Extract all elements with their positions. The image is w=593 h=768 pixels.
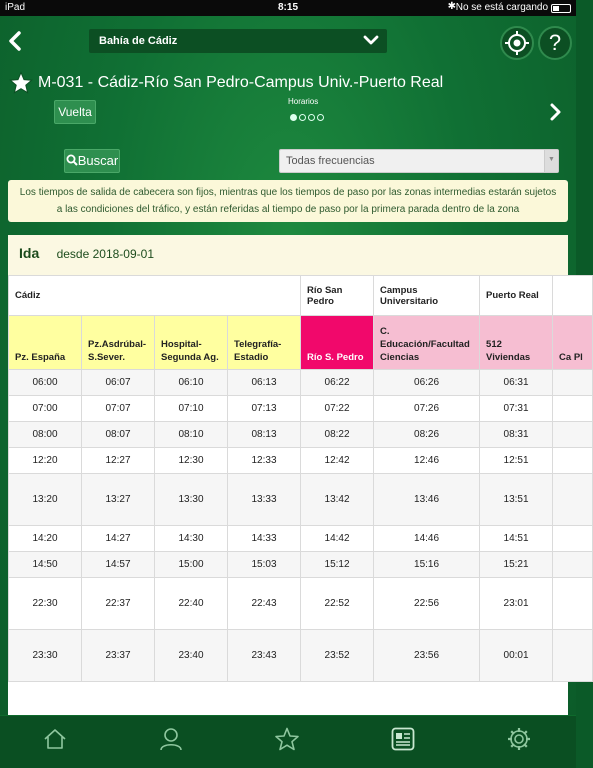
zone-header: Cádiz [9, 276, 301, 316]
time-cell: 14:57 [82, 552, 155, 578]
tab-news[interactable] [388, 726, 418, 756]
zone-header: Puerto Real [480, 276, 553, 316]
time-cell: 23:43 [228, 630, 301, 682]
tab-bar [0, 715, 576, 768]
time-cell: 12:51 [480, 448, 553, 474]
time-cell: 06:10 [155, 370, 228, 396]
crosshair-icon [502, 28, 532, 58]
time-cell [553, 370, 593, 396]
time-cell: 08:26 [374, 422, 480, 448]
search-icon [66, 154, 78, 166]
time-cell [553, 578, 593, 630]
page-dot[interactable] [317, 114, 324, 121]
time-cell: 07:26 [374, 396, 480, 422]
time-cell: 13:33 [228, 474, 301, 526]
route-title: M-031 - Cádiz-Río San Pedro-Campus Univ.-Puerto Real [38, 74, 444, 91]
time-cell: 22:43 [228, 578, 301, 630]
zone-header: Río San Pedro [301, 276, 374, 316]
zone-header [553, 276, 593, 316]
schedule-notice: Los tiempos de salida de cabecera son fijos, mientras que los tiempos de paso por las zonas intermedias estarán sujetos a las condiciones del tráfico, y están referidas al tiempo de paso por la primera parada dentro de la zona [8, 180, 568, 222]
time-cell [553, 526, 593, 552]
time-cell: 22:30 [9, 578, 82, 630]
time-cell: 23:40 [155, 630, 228, 682]
tab-home[interactable] [40, 726, 70, 756]
stop-header: Pz.Asdrúbal-S.Sever. [82, 316, 155, 370]
time-cell: 23:52 [301, 630, 374, 682]
user-icon [158, 726, 184, 752]
time-cell [553, 422, 593, 448]
caret-down-icon: ▼ [544, 150, 558, 172]
time-cell: 08:13 [228, 422, 301, 448]
favorite-star-icon[interactable] [9, 71, 33, 101]
time-cell: 12:30 [155, 448, 228, 474]
time-cell [553, 396, 593, 422]
zone-header: Campus Universitario [374, 276, 480, 316]
schedule-table-scroll[interactable] [8, 275, 583, 682]
time-cell: 08:10 [155, 422, 228, 448]
time-cell: 08:00 [9, 422, 82, 448]
home-icon [42, 726, 68, 752]
time-cell: 07:10 [155, 396, 228, 422]
news-icon [390, 726, 416, 752]
time-cell: 15:16 [374, 552, 480, 578]
stop-header: Telegrafía-Estadio [228, 316, 301, 370]
time-cell [553, 552, 593, 578]
stop-header: Ca Pl [553, 316, 593, 370]
direction-label: Ida [19, 245, 40, 261]
times-body [9, 370, 593, 682]
schedule-header [8, 235, 568, 275]
valid-since: desde 2018-09-01 [56, 247, 154, 261]
page-dot[interactable] [290, 114, 297, 121]
time-row [9, 526, 593, 552]
time-cell: 07:22 [301, 396, 374, 422]
time-cell: 06:22 [301, 370, 374, 396]
tab-settings[interactable] [504, 726, 534, 756]
time-cell: 22:37 [82, 578, 155, 630]
time-cell: 06:26 [374, 370, 480, 396]
time-row [9, 578, 593, 630]
time-cell: 06:07 [82, 370, 155, 396]
time-cell: 14:51 [480, 526, 553, 552]
time-cell: 12:20 [9, 448, 82, 474]
time-cell: 23:30 [9, 630, 82, 682]
tab-profile[interactable] [156, 726, 186, 756]
next-page-button[interactable] [549, 103, 561, 127]
time-cell: 08:22 [301, 422, 374, 448]
stop-row [9, 316, 593, 370]
region-select[interactable] [89, 29, 387, 53]
time-cell: 14:33 [228, 526, 301, 552]
clock: 8:15 [277, 2, 298, 13]
time-cell: 22:40 [155, 578, 228, 630]
time-cell: 06:00 [9, 370, 82, 396]
time-cell: 15:03 [228, 552, 301, 578]
question-icon: ? [548, 30, 562, 55]
page-dot[interactable] [308, 114, 315, 121]
time-cell: 14:50 [9, 552, 82, 578]
page-dot[interactable] [299, 114, 306, 121]
help-button[interactable] [538, 26, 572, 60]
time-cell: 08:07 [82, 422, 155, 448]
schedule-table [8, 275, 593, 682]
time-cell: 12:27 [82, 448, 155, 474]
tab-favorites[interactable] [272, 726, 302, 756]
search-button-label: Buscar [77, 153, 119, 168]
stop-header: Hospital-Segunda Ag. [155, 316, 228, 370]
time-row [9, 422, 593, 448]
chevron-down-icon [363, 30, 379, 54]
stop-header: C. Educación/Facultad Ciencias [374, 316, 480, 370]
time-row [9, 448, 593, 474]
time-cell: 13:46 [374, 474, 480, 526]
time-cell: 07:00 [9, 396, 82, 422]
app-screen [0, 16, 583, 768]
time-cell: 08:31 [480, 422, 553, 448]
frequency-select[interactable] [279, 149, 559, 173]
time-row [9, 370, 593, 396]
search-button[interactable] [64, 149, 120, 173]
device-label: iPad [5, 2, 26, 13]
vuelta-button[interactable]: Vuelta [54, 100, 96, 124]
time-cell: 22:52 [301, 578, 374, 630]
stop-header: Pz. España [9, 316, 82, 370]
time-cell: 13:20 [9, 474, 82, 526]
time-cell: 14:42 [301, 526, 374, 552]
time-cell: 13:51 [480, 474, 553, 526]
chevron-left-icon [6, 30, 24, 52]
time-cell: 14:30 [155, 526, 228, 552]
time-cell: 22:56 [374, 578, 480, 630]
time-cell: 15:21 [480, 552, 553, 578]
time-row [9, 396, 593, 422]
schedule-card [8, 235, 583, 723]
page-indicator[interactable] [290, 108, 326, 126]
time-cell: 07:13 [228, 396, 301, 422]
time-cell: 13:27 [82, 474, 155, 526]
horarios-label: Horarios [288, 97, 319, 106]
time-cell: 14:46 [374, 526, 480, 552]
time-cell: 06:31 [480, 370, 553, 396]
time-cell: 14:27 [82, 526, 155, 552]
time-row [9, 552, 593, 578]
bluetooth-icon: ✱ [447, 1, 456, 12]
settings-icon [506, 726, 532, 752]
time-cell: 12:46 [374, 448, 480, 474]
time-cell: 14:20 [9, 526, 82, 552]
time-cell [553, 630, 593, 682]
star-icon [274, 726, 300, 752]
chevron-right-icon [549, 103, 561, 121]
frequency-select-value: Todas frecuencias [286, 155, 375, 167]
status-bar [0, 0, 576, 16]
stop-header: 512 Viviendas [480, 316, 553, 370]
time-cell [553, 448, 593, 474]
charging-status: No se está cargando [455, 2, 548, 13]
zone-row [9, 276, 593, 316]
time-row [9, 630, 593, 682]
time-cell [553, 474, 593, 526]
time-cell: 15:00 [155, 552, 228, 578]
region-select-value: Bahía de Cádiz [99, 35, 178, 47]
time-cell: 15:12 [301, 552, 374, 578]
time-cell: 12:33 [228, 448, 301, 474]
time-cell: 23:56 [374, 630, 480, 682]
time-cell: 23:01 [480, 578, 553, 630]
time-cell: 23:37 [82, 630, 155, 682]
time-cell: 00:01 [480, 630, 553, 682]
time-row [9, 474, 593, 526]
time-cell: 12:42 [301, 448, 374, 474]
time-cell: 13:42 [301, 474, 374, 526]
locate-button[interactable] [500, 26, 534, 60]
time-cell: 06:13 [228, 370, 301, 396]
time-cell: 07:31 [480, 396, 553, 422]
back-button[interactable] [6, 30, 28, 52]
time-cell: 13:30 [155, 474, 228, 526]
time-cell: 07:07 [82, 396, 155, 422]
stop-header: Río S. Pedro [301, 316, 374, 370]
battery-icon [551, 4, 571, 13]
